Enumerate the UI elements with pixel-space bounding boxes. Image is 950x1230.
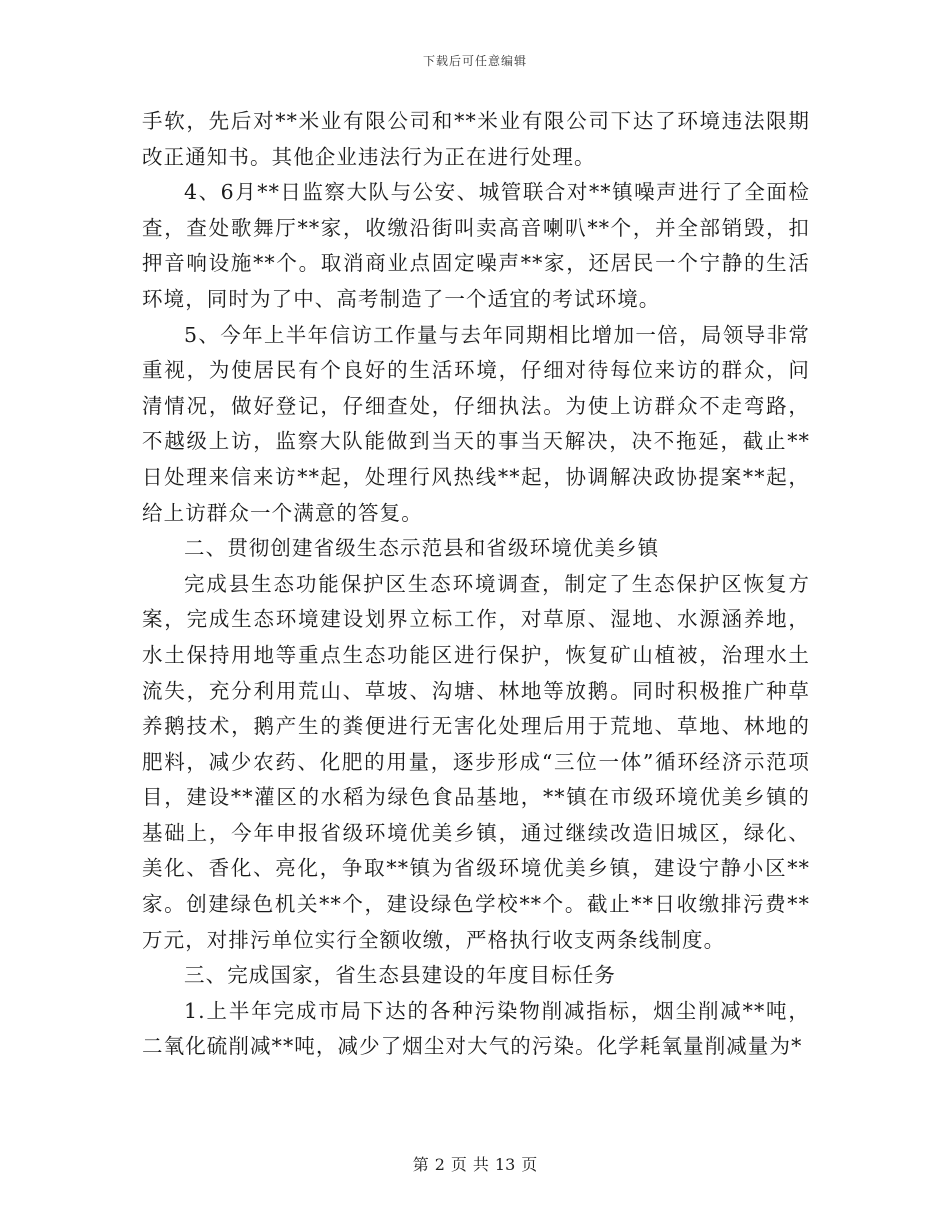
footer-page-prefix: 第 xyxy=(412,1155,429,1174)
section-heading-3: 三、完成国家，省生态县建设的年度目标任务 xyxy=(184,963,616,988)
paragraph-section-3-item-1: 1.上半年完成市局下达的各种污染物削减指标，烟尘削减**吨，二氧化硫削减**吨，减少了烟尘对大气的污染。化学耗氧量削减量为* xyxy=(142,998,810,1059)
paragraph-item-5: 5、今年上半年信访工作量与去年同期相比增加一倍，局领导非常重视，为使居民有个良好的生活环境，仔细对待每位来访的群众，问清情况，做好登记，仔细查处，仔细执法。为使上访群众不走弯路，不越级上访，监察大队能做到当天的事当天解决，决不拖延，截止**日处理来信来访**起，处理行风热线**起，协调解决政协提案**起，给上访群众一个满意的答复。 xyxy=(142,322,810,525)
page-header-note: 下载后可任意编辑 xyxy=(422,54,527,68)
paragraph-continuation: 手软，先后对**米业有限公司和**米业有限公司下达了环境违法限期改正通知书。其他企业违法行为正在进行处理。 xyxy=(142,109,810,169)
section-heading-2: 二、贯彻创建省级生态示范县和省级环境优美乡镇 xyxy=(184,536,660,561)
document-body xyxy=(142,104,810,1065)
paragraph-section-2-body: 完成县生态功能保护区生态环境调查，制定了生态保护区恢复方案，完成生态环境建设划界立标工作，对草原、湿地、水源涵养地，水土保持用地等重点生态功能区进行保护，恢复矿山植被，治理水土流失，充分利用荒山、草坡、沟塘、林地等放鹅。同时积极推广种草养鹅技术，鹅产生的粪便进行无害化处理后用于荒地、草地、林地的肥料，减少农药、化肥的用量，逐步形成“三位一体”循环经济示范项目，建设**灌区的水稻为绿色食品基地，**镇在市级环境优美乡镇的基础上，今年申报省级环境优美乡镇，通过继续改造旧城区，绿化、美化、香化、亮化，争取**镇为省级环境优美乡镇，建设宁静小区**家。创建绿色机关**个，建设绿色学校**个。截止**日收缴排污费**万元，对排污单位实行全额收缴，严格执行收支两条线制度。 xyxy=(142,571,810,952)
paragraph-item-4: 4、6月**日监察大队与公安、城管联合对**镇噪声进行了全面检查，查处歌舞厅**家，收缴沿街叫卖高音喇叭**个，并全部销毁，扣押音响设施**个。取消商业点固定噪声**家，还居民一个宁静的生活环境，同时为了中、高考制造了一个适宜的考试环境。 xyxy=(142,180,810,311)
footer-page-number: 2 xyxy=(434,1155,445,1174)
footer-page-mid: 页 xyxy=(450,1155,467,1174)
page-footer xyxy=(0,1152,950,1175)
footer-total-pages: 13 xyxy=(494,1155,516,1174)
footer-total-label: 共 xyxy=(472,1155,489,1174)
footer-page-suffix: 页 xyxy=(521,1155,538,1174)
